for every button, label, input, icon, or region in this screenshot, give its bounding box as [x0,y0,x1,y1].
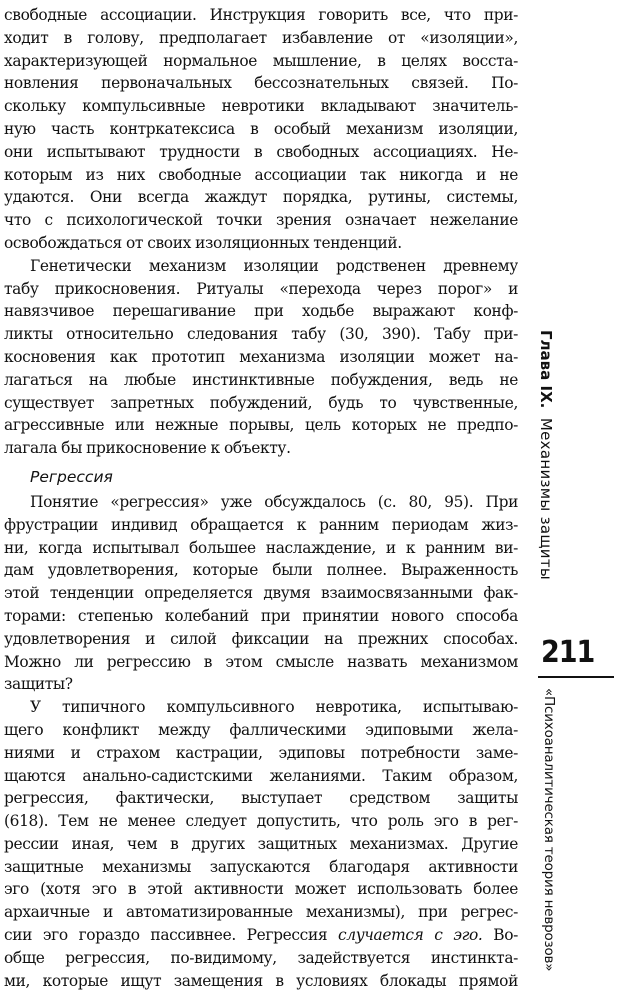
text-line: эго (хотя эго в этой активности может использовать более [4,880,518,899]
paragraph-regression-concept [4,491,518,696]
text-line [4,924,518,947]
text-line: табу прикосновения. Ритуалы «перехода через порог» и [4,279,518,298]
page-number-rule [538,676,614,678]
paragraph-touch-taboo [4,255,518,460]
text-line: этой тенденции определяется двумя взаимосвязанными фак- [4,584,518,603]
emphasis-text: случается с эго. [338,926,483,945]
text-line: У типичного компульсивного невротика, испытываю- [30,698,518,717]
text-line: торами: степенью колебаний при принятии нового способа [4,606,518,625]
paragraph-compulsive-neurotic [4,696,518,992]
text-line: Понятие «регрессия» уже обсуждалось (с. 80, 95). При [30,492,518,511]
text-line: навязчивое перешагивание при ходьбе выражают конф- [4,302,518,321]
text-line: удаются. Они всегда жаждут порядка, рутины, системы, [4,188,518,207]
text-line: они испытывают трудности в свободных ассоциациях. Не- [4,142,518,161]
running-header-book-title: «Психоаналитическая теория неврозов» [541,688,557,972]
text-line: (618). Тем не менее следует допустить, что роль эго в рег- [4,812,518,831]
text-line: что с психологической точки зрения означает нежелание [4,211,518,230]
text-line: щего конфликт между фаллическими эдиповыми жела- [4,720,518,739]
text-line: новления первоначальных бессознательных связей. По- [4,74,518,93]
text-line: скольку компульсивные невротики вкладывают значитель- [4,97,518,116]
main-text [4,4,518,992]
text-line: лагаться на любые инстинктивные побуждения, ведь не [4,370,518,389]
section-label: Механизмы защиты [537,417,555,581]
text-line: свободные ассоциации. Инструкция говорить все, что при- [4,6,518,24]
paragraph-isolation-free-association [4,4,518,255]
running-header-chapter [534,330,558,630]
text-line: ликты относительно следования табу (30, 390). Табу при- [4,325,518,344]
text-line: агрессивные или нежные порывы, цель которых не предпо- [4,416,518,435]
text-line: ни, когда испытывал большее наслаждение, и к ранним ви- [4,538,518,557]
text-line: ходит в голову, предполагает избавление от «изоляции», [4,28,518,47]
text-line: дам удовлетворения, которые были полнее. Выраженность [4,561,518,580]
text-line: рессии иная, чем в других защитных механизмах. Другие [4,834,518,853]
text-line: ниями и страхом кастрации, эдиповы потребности заме- [4,743,518,762]
text-fragment: сии эго гораздо пассивнее. Регрессия [4,926,338,945]
text-line: удовлетворения и силой фиксации на прежних способах. [4,629,518,648]
text-line: щаются анально-садистскими желаниями. Таким образом, [4,766,518,785]
text-line: косновения как прототип механизма изоляции может на- [4,347,518,366]
text-line: ную часть контркатексиса в особый механизм изоляции, [4,119,518,138]
text-line: Можно ли регрессию в этом смысле назвать механизмом [4,652,518,671]
text-line: освобождаться от своих изоляционных тенденций. [4,233,402,252]
section-heading-regression: Регрессия [30,467,113,486]
text-line: обще регрессия, по-видимому, задействуется инстинкта- [4,948,518,967]
text-line: защитные механизмы запускаются благодаря активности [4,857,518,876]
text-line: существует запретных побуждений, будь то чувственные, [4,393,518,412]
text-line: защиты? [4,675,73,694]
text-line: лагала бы прикосновение к объекту. [4,439,291,458]
text-line: Генетически механизм изоляции родственен древнему [30,256,518,275]
text-line: регрессия, фактически, выступает средством защиты [4,789,518,808]
chapter-label: Глава IX. [537,330,555,409]
text-line: архаичные и автоматизированные механизмы), при регрес- [4,903,518,922]
text-line: фрустрации индивид обращается к ранним периодам жиз- [4,515,518,534]
page-number: 211 [541,635,595,670]
text-line: характеризующей нормальное мышление, в целях восста- [4,51,518,70]
text-line: которым из них свободные ассоциации так никогда и не [4,165,518,184]
text-line: ми, которые ищут замещения в условиях блокады прямой [4,971,518,990]
text-fragment: Во- [482,926,518,945]
